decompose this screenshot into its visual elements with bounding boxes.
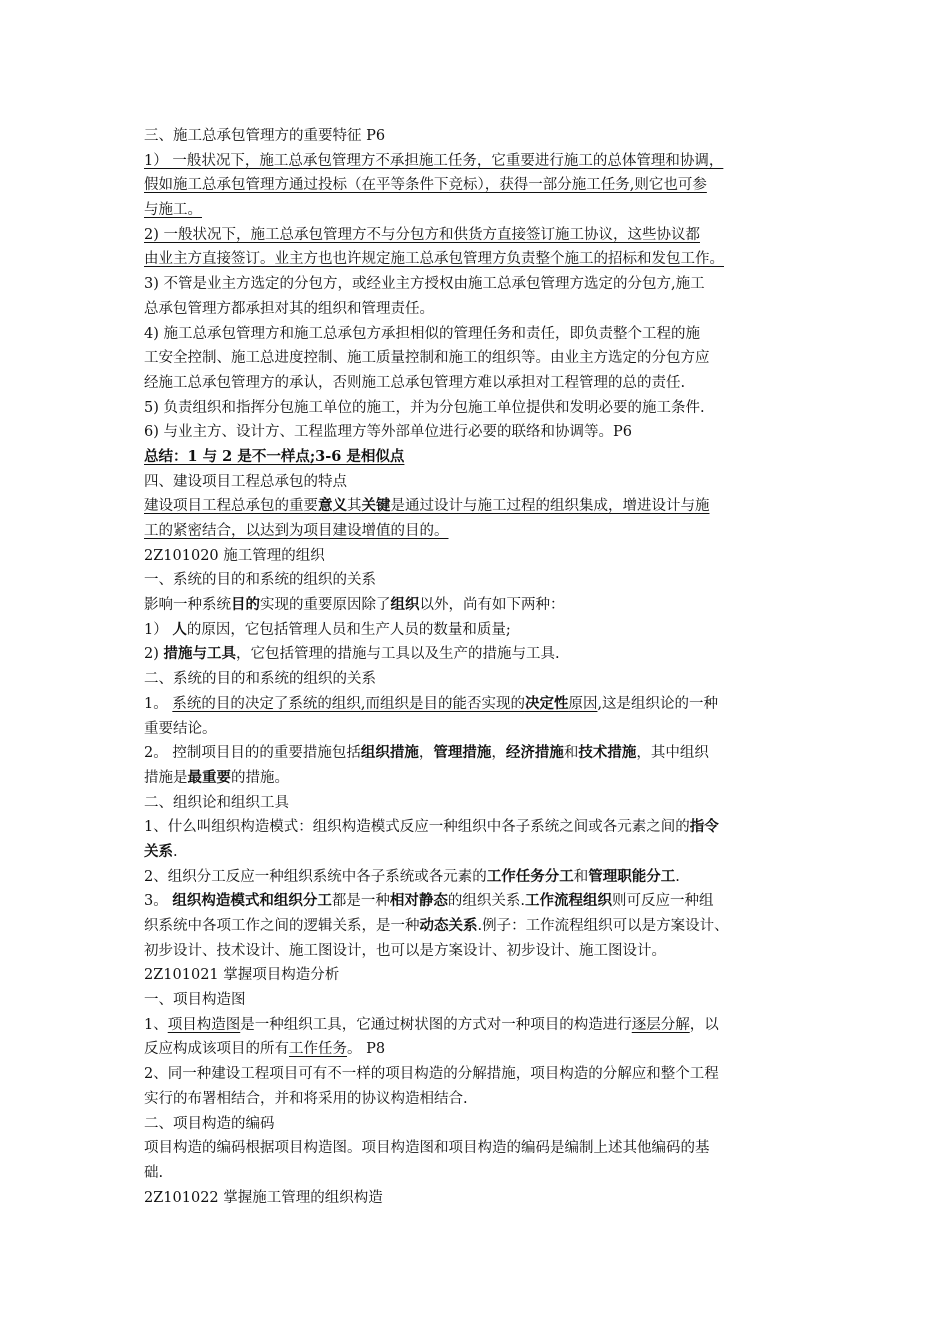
text-run: 以外，尚有如下两种： [419,597,565,614]
text-run: 初步设计、技术设计、施工图设计，也可以是方案设计、初步设计、施工图设计。 [144,942,666,959]
text-run: 经施工总承包管理方的承认，否则施工总承包管理方难以承担对工程管理的总的责任. [144,374,686,391]
text-run: 是通过设计与施工过程的组织集成，增进设计与施 [390,498,710,515]
text-line [144,371,816,396]
text-run: 和 [573,868,589,885]
text-line [144,247,816,272]
text-line [144,297,816,322]
text-run: 3。 [144,893,173,910]
text-line [144,149,816,174]
text-run: 总承包管理方都承担对其的组织和管理责任。 [144,300,434,317]
text-run: 实行的布署相结合，并和将采用的协议构造相结合. [144,1090,468,1107]
text-run: 2) 一般状况下，施工总承包管理方不与分包方和供货方直接签订施工协议，这些协议都 [144,226,700,243]
text-line [144,198,816,223]
text-line [144,618,816,643]
text-line [144,272,816,297]
text-run: 1、 [144,1016,168,1033]
text-run: 1） [144,621,173,638]
text-run: 项目构造图 [167,1016,241,1033]
text-run: 础. [144,1164,164,1181]
text-line [144,420,816,445]
text-run: 三、施工总承包管理方的重要特征 P6 [144,128,386,144]
text-run: 重要结论。 [144,720,217,737]
text-run: 4) 施工总承包管理方和施工总承包方承担相似的管理任务和责任，即负责整个工程的施 [144,325,700,342]
text-line [144,1112,816,1137]
text-run: 则可反应一种组 [611,893,714,910]
text-run: 组织 [390,596,420,614]
text-run: 工作任务 [289,1041,347,1058]
text-run: 2Z101021 掌握项目构造分析 [144,967,340,984]
text-line [144,939,816,964]
text-line [144,766,816,791]
text-run: 一、系统的目的和系统的组织的关系 [144,572,376,589]
text-line [144,346,816,371]
text-run: 项目构造的编码根据项目构造图。项目构造图和项目构造的编码是编制上述其他编码的基 [144,1140,710,1157]
text-line [144,470,816,495]
text-run: 动态关系 [419,917,478,934]
text-line [144,1161,816,1186]
text-run: ， [418,745,434,762]
text-line [144,815,816,840]
text-run: 组织措施 [360,744,419,762]
text-run: 工的紧密结合，以达到为项目建设增值的目的。 [144,523,449,539]
text-run: ， [491,745,506,762]
text-line [144,494,816,519]
text-line [144,667,816,692]
text-run: 3) 不管是业主方选定的分包方，或经业主方授权由施工总承包管理方选定的分包方,施工 [144,276,705,293]
text-line [144,988,816,1013]
text-run: 原因 [568,695,598,712]
text-run: 反应构成该项目的所有 [144,1041,289,1058]
text-run: 5) 负责组织和指挥分包施工单位的施工，并为分包施工单位提供和发明必要的施工条件. [144,399,705,416]
text-run: 2) [144,646,164,663]
text-run: 1。 [144,695,173,712]
text-run: 相对静态 [389,892,448,910]
text-run: 逐层分解 [631,1016,690,1033]
text-line [144,223,816,248]
text-run: 总结：1 与 2 是不一样点;3-6 是相似点 [144,447,405,465]
text-run: 与施工。 [144,202,202,219]
text-run: 经济措施 [505,744,564,762]
text-run: 假如施工总承包管理方通过投标（在平等条件下竞标），获得一部分施工任务,则它也可参 [144,177,707,194]
text-run: 1、什么叫组织构造模式：组织构造模式反应一种组织中各子系统之间或各元素之间的 [144,819,690,836]
text-line [144,1087,816,1112]
text-line [144,544,816,569]
document-body [144,124,816,1210]
text-run: ，其中组织 [636,745,709,762]
text-run: 的原因，它包括管理人员和生产人员的数量和质量; [186,621,511,638]
text-line [144,791,816,816]
text-run: 工安全控制、施工总进度控制、施工质量控制和施工的组织等。由业主方选定的分包方应 [144,350,710,367]
text-run: . [675,868,680,885]
text-run: 管理措施 [433,744,492,762]
text-run: 2、组织分工反应一种组织系统中各子系统或各元素的 [144,868,487,885]
text-line [144,445,816,470]
text-line [144,396,816,421]
text-line [144,963,816,988]
text-line [144,642,816,667]
text-run: 管理职能分工 [588,867,676,885]
text-run: 工作流程组织 [524,892,612,910]
text-line [144,124,816,149]
text-run: 2。 控制项目目的的重要措施包括 [144,745,361,762]
text-run: 2Z101020 施工管理的组织 [144,547,325,564]
text-run: 1） 一般状况下，施工总承包管理方不承担施工任务，它重要进行施工的总体管理和协调， [144,152,724,169]
text-run: 是一种组织工具，它通过树状图的方式对一种项目的构造进行 [240,1016,632,1033]
text-line [144,692,816,717]
text-line [144,519,816,544]
text-run: 二、系统的目的和系统的组织的关系 [144,671,376,688]
text-run: 的组织关系. [447,893,525,910]
text-run: 和 [563,745,579,762]
text-run: 织系统中各项工作之间的逻辑关系，是一种 [144,918,420,934]
text-line [144,840,816,865]
text-run: 关系 [144,842,173,860]
text-run: 2、同一种建设工程项目可有不一样的项目构造的分解措施，项目构造的分解应和整个工程 [144,1066,719,1083]
text-run: 都是一种 [331,893,390,910]
text-run: ,这是组织论的一种 [597,695,719,712]
text-run: 工作任务分工 [486,867,574,885]
text-run: 系统的目的决定了系统的组织,而组织是目的能否实现的 [172,695,525,712]
text-line [144,568,816,593]
text-line [144,322,816,347]
text-run: 指令 [689,818,719,836]
text-line [144,1013,816,1038]
text-run: 关键 [361,497,391,515]
text-run: 影响一种系统 [144,597,231,614]
text-run: 2Z101022 掌握施工管理的组织构造 [144,1189,383,1206]
text-line [144,889,816,914]
text-run: 目的 [231,596,260,614]
text-line [144,1037,816,1062]
text-run: 其 [347,498,362,515]
text-run: 措施是 [144,769,188,786]
text-run: 人 [172,620,187,638]
text-line [144,173,816,198]
text-run: 二、项目构造的编码 [144,1115,275,1132]
text-run: 实现的重要原因除了 [260,597,391,614]
text-run: 一、项目构造图 [144,992,246,1009]
text-run: 二、组织论和组织工具 [144,794,289,811]
text-line [144,865,816,890]
text-run: .例子：工作流程组织可以是方案设计、 [477,918,729,934]
text-run: 措施与工具 [163,645,236,663]
text-run: ，以 [689,1016,719,1033]
text-run: ，它包括管理的措施与工具以及生产的措施与工具. [236,646,560,663]
text-run: 6) 与业主方、设计方、工程监理方等外部单位进行必要的联络和协调等。P6 [144,424,632,441]
text-line [144,914,816,939]
text-run: 的措施。 [231,769,289,786]
text-line [144,1136,816,1161]
text-run: 决定性 [524,694,569,712]
text-run: 意义 [318,497,347,515]
text-line [144,741,816,766]
text-run: . [173,843,178,860]
text-line [144,1062,816,1087]
text-run: 由业主方直接签订。业主方也也许规定施工总承包管理方负责整个施工的招标和发包工作。 [144,251,724,268]
text-line [144,593,816,618]
text-run: 。 P8 [347,1041,386,1058]
text-line [144,1186,816,1211]
text-run: 四、建设项目工程总承包的特点 [144,473,347,490]
text-line [144,717,816,742]
text-run: 最重要 [187,768,231,786]
text-run: 建设项目工程总承包的重要 [144,498,318,515]
text-run: 技术措施 [578,744,637,762]
text-run: 组织构造模式和组织分工 [172,892,332,910]
